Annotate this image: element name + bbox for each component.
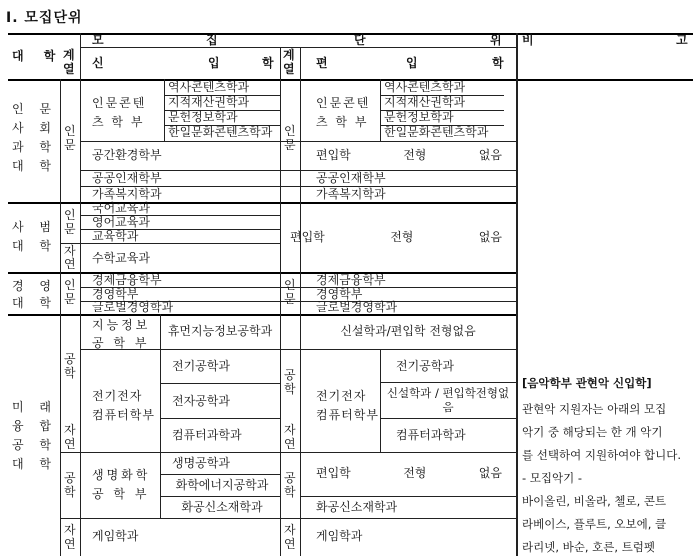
note-line: 바이올린, 비올라, 첼로, 콘트: [522, 494, 667, 508]
note-title: [음악학부 관현악 신입학]: [522, 376, 652, 390]
major-name: 문헌정보학과: [384, 110, 454, 124]
major-name: 교육학과: [92, 229, 139, 243]
major-name: 가족복지학과: [316, 187, 386, 201]
header-hak-right: 학: [492, 56, 504, 70]
major-name: 경제금융학부: [316, 273, 386, 287]
major-name: 화공신소재학과: [181, 500, 263, 514]
major-name: 휴먼지능정보공학과: [167, 324, 273, 338]
division-humanities-right: 인문콘텐 츠 학 부: [316, 96, 371, 129]
major-name: 전자공학과: [172, 394, 230, 408]
major-name: 역사콘텐츠학과: [384, 80, 466, 94]
track-gonghak: 공 학: [284, 471, 296, 499]
track-jayeon: 자 연: [64, 423, 76, 451]
header-college: 대 학: [12, 49, 64, 63]
division-ee-cs-left: 전기전자 컴퓨터학부: [92, 389, 155, 422]
major-name: 전기공학과: [396, 359, 454, 373]
division-ee-cs-right: 전기전자 컴퓨터학부: [316, 389, 379, 422]
header-hak-left: 학: [262, 56, 274, 70]
track-inmun: 인 문: [64, 208, 76, 236]
track-inmun: 인 문: [64, 124, 76, 152]
section-title: Ⅰ. 모집단위: [6, 10, 83, 26]
major-name: 한일문화콘텐츠학과: [384, 125, 489, 139]
major-name: 화공신소재학과: [316, 500, 398, 514]
header-bi: 비: [522, 33, 534, 47]
header-dan: 단: [354, 33, 366, 47]
header-ip-left: 입: [208, 56, 220, 70]
no-transfer-note: 편입학 전형 없음: [290, 230, 502, 244]
track-jayeon: 자 연: [64, 523, 76, 551]
header-gyeyeol-left: 계열: [63, 48, 75, 76]
note-line: 를 선택하여 지원하여야 합니다.: [522, 448, 682, 462]
major-name: 역사콘텐츠학과: [168, 80, 250, 94]
college-education: 사 범 대 학: [12, 220, 57, 253]
major-name: 게임학과: [92, 529, 139, 543]
major-name: 경영학부: [92, 287, 139, 301]
major-name: 글로벌경영학과: [316, 300, 398, 314]
major-name: 공공인재학부: [92, 171, 162, 185]
header-pyeon: 편: [316, 56, 328, 70]
major-name: 공공인재학부: [316, 171, 386, 185]
track-jayeon: 자 연: [284, 523, 296, 551]
header-wi: 위: [490, 33, 502, 47]
track-jayeon: 자 연: [284, 423, 296, 451]
college-future: 미 래 융 합 공 학 대 학: [12, 400, 57, 471]
major-name: 전기공학과: [172, 359, 230, 373]
track-inmun: 인 문: [64, 278, 76, 306]
major-name: 한일문화콘텐츠학과: [168, 125, 273, 139]
major-name: 문헌정보학과: [168, 110, 238, 124]
major-name: 컴퓨터과학과: [396, 428, 466, 442]
track-inmun: 인 문: [284, 278, 296, 306]
division-intelligence: 지능정보 공 학 부: [92, 318, 151, 350]
new-major-note: 신설학과 / 편입학전형없음: [386, 386, 510, 414]
note-line: 라베이스, 플루트, 오보에, 클: [522, 517, 667, 531]
header-sin: 신: [92, 56, 104, 70]
college-humanities: 인 문 사 회 과 학 대 학: [12, 102, 57, 173]
division-biochem: 생명화학 공 학 부: [92, 468, 151, 501]
major-name: 지적재산권학과: [384, 95, 466, 109]
note-line: 악기 중 해당되는 한 개 악기: [522, 425, 663, 439]
major-name: 경제금융학부: [92, 273, 162, 287]
major-name: 가족복지학과: [92, 187, 162, 201]
major-name: 공간환경학부: [92, 148, 162, 162]
track-gonghak: 공 학: [64, 471, 76, 499]
note-line: - 모집악기 -: [522, 471, 583, 485]
major-name: 게임학과: [316, 529, 363, 543]
note-line: 관현악 지원자는 아래의 모집: [522, 402, 667, 416]
no-transfer-note: 편입학 전형 없음: [316, 148, 502, 162]
header-mo: 모: [92, 33, 104, 47]
track-jayeon: 자 연: [64, 244, 76, 271]
major-name: 지적재산권학과: [168, 95, 250, 109]
division-humanities-left: 인문콘텐 츠 학 부: [92, 96, 147, 129]
major-name: 컴퓨터과학과: [172, 428, 242, 442]
major-name: 글로벌경영학과: [92, 300, 174, 314]
college-business: 경 영 대 학: [12, 279, 57, 310]
major-name: 경영학부: [316, 287, 363, 301]
header-gyeyeol-right: 계열: [283, 48, 295, 76]
header-jip: 집: [206, 33, 218, 47]
header-ip-right: 입: [406, 56, 418, 70]
major-name: 생명공학과: [172, 456, 230, 470]
major-name: 국어교육과: [92, 201, 150, 215]
track-gonghak: 공 학: [64, 352, 76, 380]
header-go: 고: [676, 33, 688, 47]
major-name: 화학에너지공학과: [175, 478, 269, 492]
major-name: 영어교육과: [92, 215, 150, 229]
note-line: 라리넷, 바순, 호른, 트럼펫: [522, 540, 656, 554]
major-name: 수학교육과: [92, 251, 150, 265]
no-transfer-note: 편입학 전형 없음: [316, 466, 502, 480]
new-major-note: 신설학과/편입학 전형없음: [340, 324, 476, 338]
track-gonghak: 공 학: [284, 368, 296, 396]
track-inmun: 인 문: [284, 124, 296, 152]
